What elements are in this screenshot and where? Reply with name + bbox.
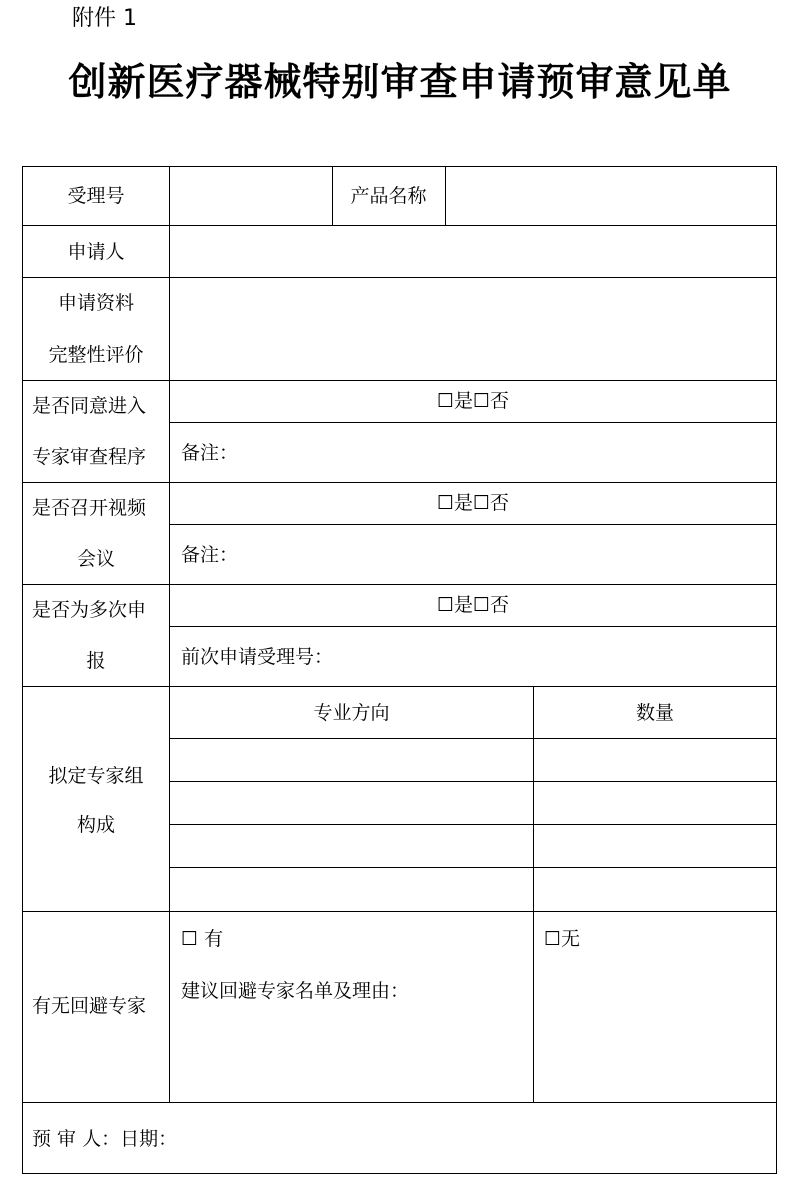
previous-acceptance-no-label: 前次申请受理号： [181,646,334,668]
recusal-list-label: 建议回避专家名单及理由： [181,980,410,1002]
review-form-table [22,166,777,1174]
row-divider [170,867,776,868]
row-divider [170,422,776,423]
row-divider [170,824,776,825]
applicant-label: 申请人 [67,241,125,263]
row-divider [23,380,776,381]
row-divider [23,911,776,912]
expert-review-note-label: 备注： [181,442,239,464]
row-divider [170,626,776,627]
row-divider [23,1102,776,1103]
expert-review-yes-no-checkbox[interactable]: ☐是☐否 [436,390,510,412]
expert-group-label-line1: 拟定专家组 [48,765,144,787]
row-divider [23,584,776,585]
completeness-label-line1: 申请资料 [57,292,134,314]
column-divider [169,167,170,1102]
row-divider [23,686,776,687]
video-meeting-note-label: 备注： [181,544,239,566]
quantity-column-header: 数量 [635,702,674,724]
expert-review-label-line1: 是否同意进入 [32,395,147,417]
row-divider [170,781,776,782]
row-divider [23,277,776,278]
video-meeting-label-line2: 会议 [76,548,115,570]
expert-review-label-line2: 专家审查程序 [32,446,147,468]
multiple-application-label-line2: 报 [86,650,106,672]
page-title: 创新医疗器械特别审查申请预审意见单 [68,60,732,104]
acceptance-no-label: 受理号 [67,185,125,207]
expert-group-label-line2: 构成 [76,814,115,836]
video-meeting-label-line1: 是否召开视频 [32,497,147,519]
multiple-application-label-line1: 是否为多次申 [32,599,147,621]
column-divider [533,686,534,1102]
row-divider [23,482,776,483]
video-meeting-yes-no-checkbox[interactable]: ☐是☐否 [436,492,510,514]
completeness-label-line2: 完整性评价 [48,344,144,366]
multiple-application-yes-no-checkbox[interactable]: ☐是☐否 [436,594,510,616]
specialty-column-header: 专业方向 [313,702,390,724]
recusal-experts-label: 有无回避专家 [32,995,147,1017]
recusal-yes-checkbox[interactable]: ☐ 有 [181,928,224,950]
attachment-label: 附件 1 [72,6,137,31]
reviewer-date-label: 预 审 人：日期： [32,1128,178,1150]
row-divider [170,524,776,525]
product-name-label: 产品名称 [350,185,427,207]
row-divider [170,738,776,739]
row-divider [23,225,776,226]
recusal-no-checkbox[interactable]: ☐无 [544,928,581,950]
column-divider [445,167,446,225]
